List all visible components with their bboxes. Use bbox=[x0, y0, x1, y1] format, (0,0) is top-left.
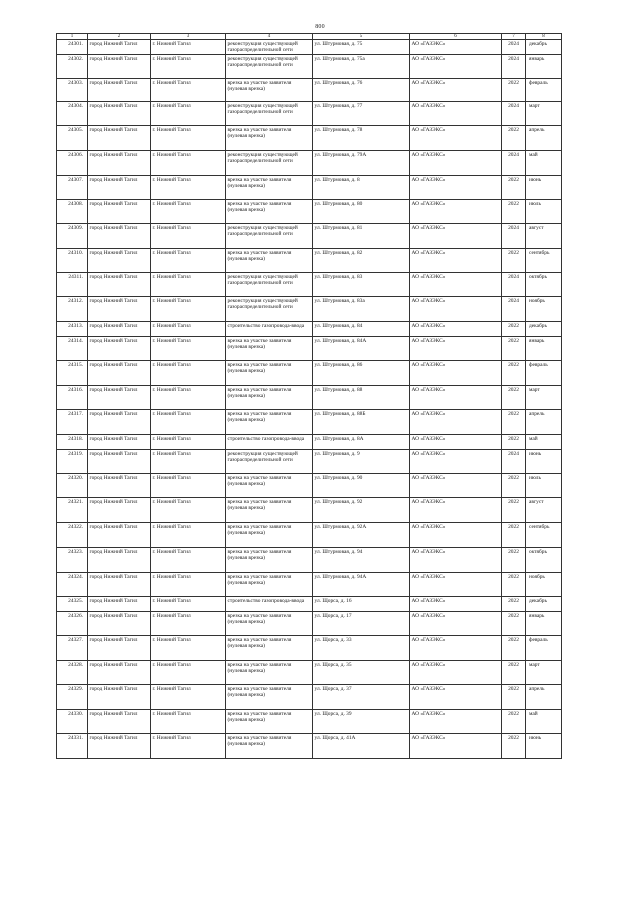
table-row bbox=[57, 297, 562, 322]
locality-cell: г. Нижний Тагил bbox=[151, 40, 226, 55]
organization-cell: АО «ГАЗЭКС» bbox=[410, 597, 502, 612]
month-cell: май bbox=[526, 151, 562, 176]
row-number: 24327. bbox=[57, 636, 88, 661]
address-cell: ул. Штурмовая, д. 82 bbox=[313, 249, 410, 273]
table-row bbox=[57, 79, 562, 102]
municipality-cell: город Нижний Тагил bbox=[88, 151, 151, 176]
row-number: 24312. bbox=[57, 297, 88, 322]
locality-cell: г. Нижний Тагил bbox=[151, 151, 226, 176]
organization-cell: АО «ГАЗЭКС» bbox=[410, 40, 502, 55]
year-cell: 2022 bbox=[502, 200, 526, 224]
table-row bbox=[57, 548, 562, 573]
table-row bbox=[57, 597, 562, 612]
address-cell: ул. Штурмовая, д. 77 bbox=[313, 102, 410, 126]
address-cell: ул. Штурмовая, д. 88 bbox=[313, 386, 410, 410]
locality-cell: г. Нижний Тагил bbox=[151, 386, 226, 410]
locality-cell: г. Нижний Тагил bbox=[151, 450, 226, 474]
year-cell: 2022 bbox=[502, 249, 526, 273]
year-cell: 2022 bbox=[502, 386, 526, 410]
table-row bbox=[57, 573, 562, 597]
municipality-cell: город Нижний Тагил bbox=[88, 386, 151, 410]
municipality-cell: город Нижний Тагил bbox=[88, 450, 151, 474]
row-number: 24318. bbox=[57, 435, 88, 450]
address-cell: ул. Штурмовая, д. 92 bbox=[313, 498, 410, 523]
row-number: 24319. bbox=[57, 450, 88, 474]
column-number: 8 bbox=[526, 34, 562, 40]
work-type-cell: врезка на участке заявителя (нулевая врезка) bbox=[226, 548, 313, 573]
year-cell: 2022 bbox=[502, 322, 526, 337]
organization-cell: АО «ГАЗЭКС» bbox=[410, 386, 502, 410]
organization-cell: АО «ГАЗЭКС» bbox=[410, 322, 502, 337]
year-cell: 2022 bbox=[502, 435, 526, 450]
row-number: 24321. bbox=[57, 498, 88, 523]
locality-cell: г. Нижний Тагил bbox=[151, 734, 226, 759]
organization-cell: АО «ГАЗЭКС» bbox=[410, 685, 502, 710]
organization-cell: АО «ГАЗЭКС» bbox=[410, 297, 502, 322]
organization-cell: АО «ГАЗЭКС» bbox=[410, 410, 502, 435]
month-cell: октябрь bbox=[526, 548, 562, 573]
work-type-cell: реконструкция существующей газораспределительной сети bbox=[226, 55, 313, 79]
locality-cell: г. Нижний Тагил bbox=[151, 297, 226, 322]
locality-cell: г. Нижний Тагил bbox=[151, 548, 226, 573]
locality-cell: г. Нижний Тагил bbox=[151, 337, 226, 361]
month-cell: март bbox=[526, 386, 562, 410]
address-cell: ул. Штурмовая, д. 75а bbox=[313, 55, 410, 79]
organization-cell: АО «ГАЗЭКС» bbox=[410, 612, 502, 636]
work-type-cell: врезка на участке заявителя (нулевая врезка) bbox=[226, 573, 313, 597]
organization-cell: АО «ГАЗЭКС» bbox=[410, 450, 502, 474]
table-row bbox=[57, 126, 562, 151]
municipality-cell: город Нижний Тагил bbox=[88, 79, 151, 102]
locality-cell: г. Нижний Тагил bbox=[151, 612, 226, 636]
locality-cell: г. Нижний Тагил bbox=[151, 79, 226, 102]
month-cell: сентябрь bbox=[526, 523, 562, 548]
year-cell: 2024 bbox=[502, 55, 526, 79]
municipality-cell: город Нижний Тагил bbox=[88, 661, 151, 685]
column-number: 4 bbox=[226, 34, 313, 40]
work-type-cell: врезка на участке заявителя (нулевая врезка) bbox=[226, 498, 313, 523]
month-cell: сентябрь bbox=[526, 249, 562, 273]
locality-cell: г. Нижний Тагил bbox=[151, 249, 226, 273]
month-cell: июнь bbox=[526, 176, 562, 200]
row-number: 24304. bbox=[57, 102, 88, 126]
table-row bbox=[57, 337, 562, 361]
year-cell: 2024 bbox=[502, 40, 526, 55]
table-row bbox=[57, 249, 562, 273]
month-cell: август bbox=[526, 224, 562, 249]
locality-cell: г. Нижний Тагил bbox=[151, 224, 226, 249]
organization-cell: АО «ГАЗЭКС» bbox=[410, 548, 502, 573]
row-number: 24305. bbox=[57, 126, 88, 151]
work-type-cell: врезка на участке заявителя (нулевая врезка) bbox=[226, 386, 313, 410]
month-cell: июль bbox=[526, 200, 562, 224]
table-row bbox=[57, 474, 562, 498]
year-cell: 2022 bbox=[502, 498, 526, 523]
year-cell: 2022 bbox=[502, 734, 526, 759]
municipality-cell: город Нижний Тагил bbox=[88, 224, 151, 249]
organization-cell: АО «ГАЗЭКС» bbox=[410, 523, 502, 548]
work-type-cell: врезка на участке заявителя (нулевая врезка) bbox=[226, 734, 313, 759]
page-number: 800 bbox=[315, 24, 325, 30]
municipality-cell: город Нижний Тагил bbox=[88, 498, 151, 523]
organization-cell: АО «ГАЗЭКС» bbox=[410, 249, 502, 273]
row-number: 24317. bbox=[57, 410, 88, 435]
year-cell: 2022 bbox=[502, 597, 526, 612]
table-row bbox=[57, 40, 562, 55]
year-cell: 2022 bbox=[502, 79, 526, 102]
table-row bbox=[57, 273, 562, 297]
organization-cell: АО «ГАЗЭКС» bbox=[410, 361, 502, 386]
municipality-cell: город Нижний Тагил bbox=[88, 55, 151, 79]
address-cell: ул. Щорса, д. 17 bbox=[313, 612, 410, 636]
month-cell: март bbox=[526, 661, 562, 685]
organization-cell: АО «ГАЗЭКС» bbox=[410, 710, 502, 734]
row-number: 24324. bbox=[57, 573, 88, 597]
month-cell: август bbox=[526, 498, 562, 523]
month-cell: апрель bbox=[526, 685, 562, 710]
work-type-cell: реконструкция существующей газораспределительной сети bbox=[226, 151, 313, 176]
table-row bbox=[57, 151, 562, 176]
municipality-cell: город Нижний Тагил bbox=[88, 200, 151, 224]
work-type-cell: врезка на участке заявителя (нулевая врезка) bbox=[226, 176, 313, 200]
work-type-cell: врезка на участке заявителя (нулевая врезка) bbox=[226, 474, 313, 498]
address-cell: ул. Щорса, д. 35 bbox=[313, 661, 410, 685]
table-row bbox=[57, 410, 562, 435]
column-number: 7 bbox=[502, 34, 526, 40]
address-cell: ул. Щорса, д. 33 bbox=[313, 636, 410, 661]
table-row bbox=[57, 224, 562, 249]
year-cell: 2022 bbox=[502, 176, 526, 200]
column-number: 1 bbox=[57, 34, 88, 40]
month-cell: декабрь bbox=[526, 597, 562, 612]
address-cell: ул. Штурмовая, д. 78 bbox=[313, 126, 410, 151]
year-cell: 2022 bbox=[502, 410, 526, 435]
address-cell: ул. Штурмовая, д. 84 bbox=[313, 322, 410, 337]
month-cell: июнь bbox=[526, 734, 562, 759]
municipality-cell: город Нижний Тагил bbox=[88, 273, 151, 297]
municipality-cell: город Нижний Тагил bbox=[88, 337, 151, 361]
address-cell: ул. Штурмовая, д. 8 bbox=[313, 176, 410, 200]
municipality-cell: город Нижний Тагил bbox=[88, 176, 151, 200]
table-row bbox=[57, 176, 562, 200]
address-cell: ул. Штурмовая, д. 75 bbox=[313, 40, 410, 55]
work-type-cell: врезка на участке заявителя (нулевая врезка) bbox=[226, 126, 313, 151]
year-cell: 2022 bbox=[502, 685, 526, 710]
table-row bbox=[57, 612, 562, 636]
column-number: 6 bbox=[410, 34, 502, 40]
year-cell: 2022 bbox=[502, 337, 526, 361]
row-number: 24308. bbox=[57, 200, 88, 224]
municipality-cell: город Нижний Тагил bbox=[88, 102, 151, 126]
municipality-cell: город Нижний Тагил bbox=[88, 249, 151, 273]
row-number: 24314. bbox=[57, 337, 88, 361]
locality-cell: г. Нижний Тагил bbox=[151, 102, 226, 126]
municipality-cell: город Нижний Тагил bbox=[88, 523, 151, 548]
work-type-cell: реконструкция существующей газораспределительной сети bbox=[226, 297, 313, 322]
table-row bbox=[57, 102, 562, 126]
month-cell: февраль bbox=[526, 79, 562, 102]
month-cell: февраль bbox=[526, 636, 562, 661]
table-row bbox=[57, 636, 562, 661]
year-cell: 2022 bbox=[502, 548, 526, 573]
municipality-cell: город Нижний Тагил bbox=[88, 474, 151, 498]
locality-cell: г. Нижний Тагил bbox=[151, 523, 226, 548]
work-type-cell: врезка на участке заявителя (нулевая врезка) bbox=[226, 636, 313, 661]
address-cell: ул. Штурмовая, д. 84А bbox=[313, 337, 410, 361]
municipality-cell: город Нижний Тагил bbox=[88, 710, 151, 734]
locality-cell: г. Нижний Тагил bbox=[151, 661, 226, 685]
municipality-cell: город Нижний Тагил bbox=[88, 322, 151, 337]
table-row bbox=[57, 55, 562, 79]
work-type-cell: реконструкция существующей газораспределительной сети bbox=[226, 450, 313, 474]
locality-cell: г. Нижний Тагил bbox=[151, 498, 226, 523]
municipality-cell: город Нижний Тагил bbox=[88, 636, 151, 661]
address-cell: ул. Штурмовая, д. 9 bbox=[313, 450, 410, 474]
year-cell: 2022 bbox=[502, 474, 526, 498]
work-type-cell: врезка на участке заявителя (нулевая врезка) bbox=[226, 337, 313, 361]
address-cell: ул. Щорса, д. 16 bbox=[313, 597, 410, 612]
work-type-cell: врезка на участке заявителя (нулевая врезка) bbox=[226, 710, 313, 734]
month-cell: апрель bbox=[526, 126, 562, 151]
row-number: 24313. bbox=[57, 322, 88, 337]
locality-cell: г. Нижний Тагил bbox=[151, 636, 226, 661]
organization-cell: АО «ГАЗЭКС» bbox=[410, 224, 502, 249]
year-cell: 2024 bbox=[502, 297, 526, 322]
month-cell: май bbox=[526, 435, 562, 450]
municipality-cell: город Нижний Тагил bbox=[88, 597, 151, 612]
row-number: 24307. bbox=[57, 176, 88, 200]
work-type-cell: реконструкция существующей газораспределительной сети bbox=[226, 224, 313, 249]
organization-cell: АО «ГАЗЭКС» bbox=[410, 337, 502, 361]
table-row bbox=[57, 361, 562, 386]
table-row bbox=[57, 523, 562, 548]
schedule-table bbox=[56, 33, 562, 759]
organization-cell: АО «ГАЗЭКС» bbox=[410, 435, 502, 450]
row-number: 24328. bbox=[57, 661, 88, 685]
column-number: 5 bbox=[313, 34, 410, 40]
month-cell: апрель bbox=[526, 410, 562, 435]
row-number: 24301. bbox=[57, 40, 88, 55]
address-cell: ул. Штурмовая, д. 94А bbox=[313, 573, 410, 597]
year-cell: 2022 bbox=[502, 126, 526, 151]
organization-cell: АО «ГАЗЭКС» bbox=[410, 126, 502, 151]
address-cell: ул. Штурмовая, д. 88Б bbox=[313, 410, 410, 435]
row-number: 24331. bbox=[57, 734, 88, 759]
address-cell: ул. Штурмовая, д. 94 bbox=[313, 548, 410, 573]
month-cell: июль bbox=[526, 474, 562, 498]
address-cell: ул. Щорса, д. 37 bbox=[313, 685, 410, 710]
month-cell: март bbox=[526, 102, 562, 126]
municipality-cell: город Нижний Тагил bbox=[88, 734, 151, 759]
organization-cell: АО «ГАЗЭКС» bbox=[410, 151, 502, 176]
table-row bbox=[57, 498, 562, 523]
table-row bbox=[57, 200, 562, 224]
row-number: 24310. bbox=[57, 249, 88, 273]
table-row bbox=[57, 450, 562, 474]
address-cell: ул. Штурмовая, д. 81 bbox=[313, 224, 410, 249]
address-cell: ул. Штурмовая, д. 83 bbox=[313, 273, 410, 297]
year-cell: 2022 bbox=[502, 661, 526, 685]
row-number: 24306. bbox=[57, 151, 88, 176]
municipality-cell: город Нижний Тагил bbox=[88, 685, 151, 710]
month-cell: июнь bbox=[526, 450, 562, 474]
locality-cell: г. Нижний Тагил bbox=[151, 410, 226, 435]
year-cell: 2024 bbox=[502, 273, 526, 297]
row-number: 24320. bbox=[57, 474, 88, 498]
year-cell: 2024 bbox=[502, 224, 526, 249]
work-type-cell: реконструкция существующей газораспределительной сети bbox=[226, 273, 313, 297]
table-row bbox=[57, 685, 562, 710]
work-type-cell: реконструкция существующей газораспределительной сети bbox=[226, 102, 313, 126]
work-type-cell: врезка на участке заявителя (нулевая врезка) bbox=[226, 79, 313, 102]
address-cell: ул. Щорса, д. 39 bbox=[313, 710, 410, 734]
locality-cell: г. Нижний Тагил bbox=[151, 273, 226, 297]
organization-cell: АО «ГАЗЭКС» bbox=[410, 79, 502, 102]
row-number: 24322. bbox=[57, 523, 88, 548]
row-number: 24309. bbox=[57, 224, 88, 249]
address-cell: ул. Штурмовая, д. 83а bbox=[313, 297, 410, 322]
municipality-cell: город Нижний Тагил bbox=[88, 126, 151, 151]
row-number: 24303. bbox=[57, 79, 88, 102]
month-cell: январь bbox=[526, 337, 562, 361]
locality-cell: г. Нижний Тагил bbox=[151, 573, 226, 597]
work-type-cell: строительство газопровода-ввода bbox=[226, 322, 313, 337]
locality-cell: г. Нижний Тагил bbox=[151, 597, 226, 612]
locality-cell: г. Нижний Тагил bbox=[151, 55, 226, 79]
table-row bbox=[57, 734, 562, 759]
organization-cell: АО «ГАЗЭКС» bbox=[410, 636, 502, 661]
address-cell: ул. Штурмовая, д. 86 bbox=[313, 361, 410, 386]
table-row bbox=[57, 661, 562, 685]
municipality-cell: город Нижний Тагил bbox=[88, 612, 151, 636]
row-number: 24323. bbox=[57, 548, 88, 573]
row-number: 24302. bbox=[57, 55, 88, 79]
organization-cell: АО «ГАЗЭКС» bbox=[410, 734, 502, 759]
locality-cell: г. Нижний Тагил bbox=[151, 322, 226, 337]
address-cell: ул. Щорса, д. 41А bbox=[313, 734, 410, 759]
municipality-cell: город Нижний Тагил bbox=[88, 435, 151, 450]
address-cell: ул. Штурмовая, д. 8А bbox=[313, 435, 410, 450]
work-type-cell: врезка на участке заявителя (нулевая врезка) bbox=[226, 249, 313, 273]
table-row bbox=[57, 710, 562, 734]
work-type-cell: реконструкция существующей газораспределительной сети bbox=[226, 40, 313, 55]
work-type-cell: строительство газопровода-ввода bbox=[226, 435, 313, 450]
locality-cell: г. Нижний Тагил bbox=[151, 361, 226, 386]
month-cell: ноябрь bbox=[526, 297, 562, 322]
row-number: 24311. bbox=[57, 273, 88, 297]
year-cell: 2022 bbox=[502, 612, 526, 636]
year-cell: 2022 bbox=[502, 636, 526, 661]
month-cell: январь bbox=[526, 612, 562, 636]
organization-cell: АО «ГАЗЭКС» bbox=[410, 176, 502, 200]
organization-cell: АО «ГАЗЭКС» bbox=[410, 498, 502, 523]
organization-cell: АО «ГАЗЭКС» bbox=[410, 573, 502, 597]
work-type-cell: строительство газопровода-ввода bbox=[226, 597, 313, 612]
locality-cell: г. Нижний Тагил bbox=[151, 435, 226, 450]
row-number: 24329. bbox=[57, 685, 88, 710]
municipality-cell: город Нижний Тагил bbox=[88, 297, 151, 322]
municipality-cell: город Нижний Тагил bbox=[88, 548, 151, 573]
year-cell: 2024 bbox=[502, 450, 526, 474]
organization-cell: АО «ГАЗЭКС» bbox=[410, 273, 502, 297]
address-cell: ул. Штурмовая, д. 80 bbox=[313, 200, 410, 224]
year-cell: 2022 bbox=[502, 361, 526, 386]
address-cell: ул. Штурмовая, д. 76 bbox=[313, 79, 410, 102]
municipality-cell: город Нижний Тагил bbox=[88, 410, 151, 435]
address-cell: ул. Штурмовая, д. 90 bbox=[313, 474, 410, 498]
locality-cell: г. Нижний Тагил bbox=[151, 474, 226, 498]
organization-cell: АО «ГАЗЭКС» bbox=[410, 102, 502, 126]
year-cell: 2024 bbox=[502, 151, 526, 176]
municipality-cell: город Нижний Тагил bbox=[88, 361, 151, 386]
month-cell: февраль bbox=[526, 361, 562, 386]
month-cell: ноябрь bbox=[526, 573, 562, 597]
table-row bbox=[57, 435, 562, 450]
year-cell: 2024 bbox=[502, 102, 526, 126]
month-cell: октябрь bbox=[526, 273, 562, 297]
work-type-cell: врезка на участке заявителя (нулевая врезка) bbox=[226, 523, 313, 548]
work-type-cell: врезка на участке заявителя (нулевая врезка) bbox=[226, 661, 313, 685]
row-number: 24316. bbox=[57, 386, 88, 410]
row-number: 24315. bbox=[57, 361, 88, 386]
locality-cell: г. Нижний Тагил bbox=[151, 710, 226, 734]
row-number: 24326. bbox=[57, 612, 88, 636]
column-number: 3 bbox=[151, 34, 226, 40]
column-number: 2 bbox=[88, 34, 151, 40]
work-type-cell: врезка на участке заявителя (нулевая врезка) bbox=[226, 200, 313, 224]
municipality-cell: город Нижний Тагил bbox=[88, 573, 151, 597]
address-cell: ул. Штурмовая, д. 79А bbox=[313, 151, 410, 176]
address-cell: ул. Штурмовая, д. 92А bbox=[313, 523, 410, 548]
work-type-cell: врезка на участке заявителя (нулевая врезка) bbox=[226, 410, 313, 435]
municipality-cell: город Нижний Тагил bbox=[88, 40, 151, 55]
organization-cell: АО «ГАЗЭКС» bbox=[410, 200, 502, 224]
locality-cell: г. Нижний Тагил bbox=[151, 685, 226, 710]
organization-cell: АО «ГАЗЭКС» bbox=[410, 55, 502, 79]
year-cell: 2022 bbox=[502, 710, 526, 734]
month-cell: декабрь bbox=[526, 322, 562, 337]
locality-cell: г. Нижний Тагил bbox=[151, 126, 226, 151]
month-cell: декабрь bbox=[526, 40, 562, 55]
organization-cell: АО «ГАЗЭКС» bbox=[410, 661, 502, 685]
organization-cell: АО «ГАЗЭКС» bbox=[410, 474, 502, 498]
locality-cell: г. Нижний Тагил bbox=[151, 176, 226, 200]
table-row bbox=[57, 386, 562, 410]
work-type-cell: врезка на участке заявителя (нулевая врезка) bbox=[226, 361, 313, 386]
year-cell: 2022 bbox=[502, 573, 526, 597]
month-cell: май bbox=[526, 710, 562, 734]
work-type-cell: врезка на участке заявителя (нулевая врезка) bbox=[226, 685, 313, 710]
locality-cell: г. Нижний Тагил bbox=[151, 200, 226, 224]
row-number: 24330. bbox=[57, 710, 88, 734]
year-cell: 2022 bbox=[502, 523, 526, 548]
table-row bbox=[57, 322, 562, 337]
month-cell: январь bbox=[526, 55, 562, 79]
work-type-cell: врезка на участке заявителя (нулевая врезка) bbox=[226, 612, 313, 636]
row-number: 24325. bbox=[57, 597, 88, 612]
